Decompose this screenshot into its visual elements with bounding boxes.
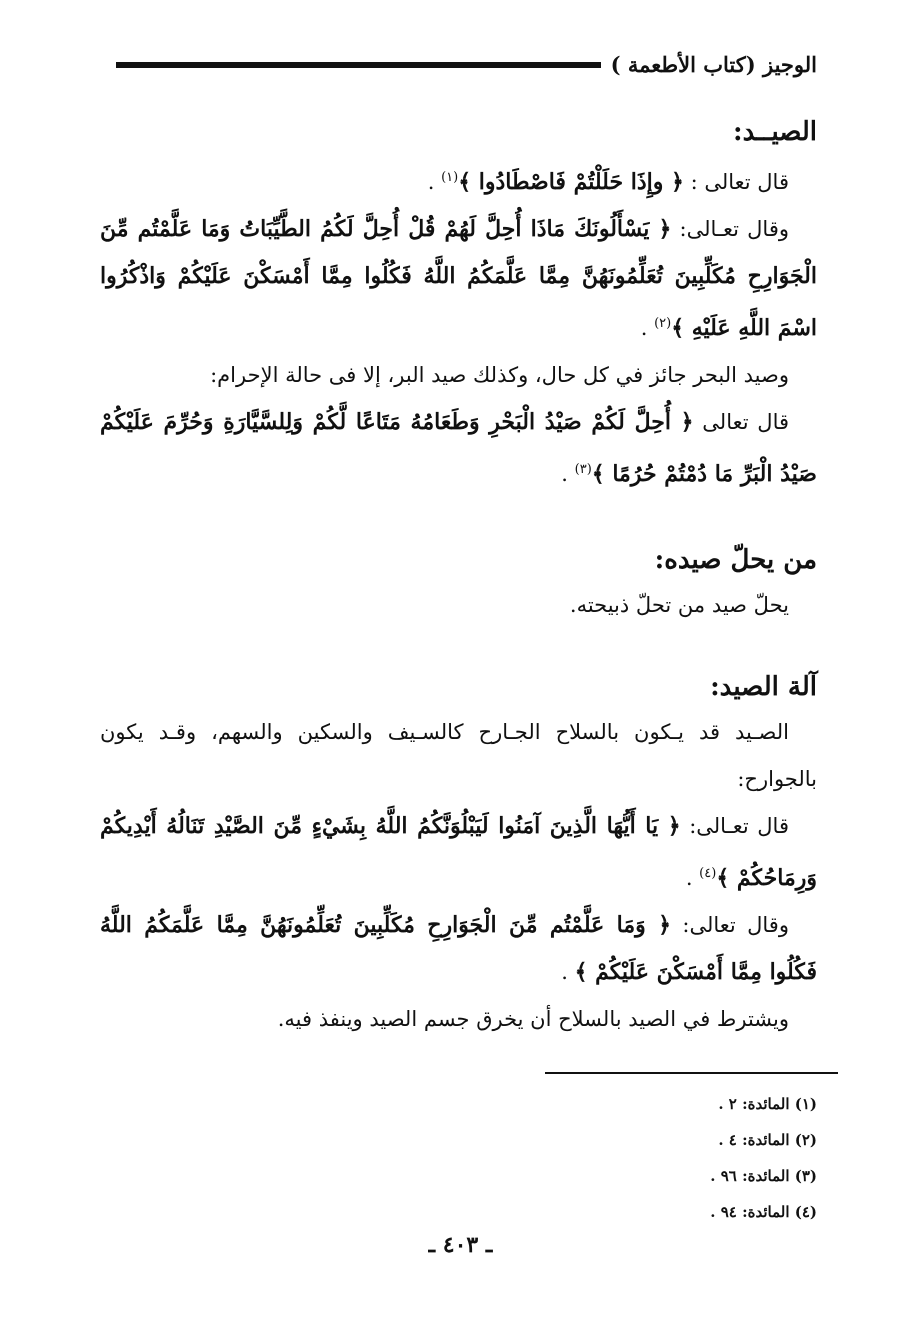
footnote: (٢) المائدة: ٤ . [718,1131,817,1149]
quran-verse: ﴿ يَسْأَلُونَكَ مَاذَا أُحِلَّ لَهُمْ قُلْ أُحِلَّ لَكُمُ الطَّيِّبَاتُ وَمَا عَلَّمْتُم مِّنَ الْجَوَارِحِ مُكَلِّبِينَ تُعَلِّمُونَهُنَّ مِمَّا عَلَّمَكُمُ اللَّهُ فَكُلُوا مِمَّا أَمْسَكْنَ عَلَيْكُمْ وَاذْكُرُوا اسْمَ اللَّهِ عَلَيْهِ ﴾ [100,216,817,341]
section-heading-hunting-tools: آلة الصيد: [710,672,817,702]
paragraph [100,709,817,803]
section-heading-hunting: الصيــد: [732,117,817,147]
footnote-ref: (١) [441,170,459,185]
paragraph-intro: ويشترط في الصيد بالسلاح أن يخرق جسم الصيد وينفذ فيه. [277,1007,789,1031]
footnote-ref: (٢) [654,316,672,331]
paragraph-tail: . [561,960,575,984]
running-header [116,52,817,77]
paragraph-intro: قال تعـالى: [680,814,789,838]
paragraph-tail: . [640,316,655,340]
paragraph-tail: . [561,462,575,486]
paragraph-intro: وقال تعالى: [671,913,789,937]
paragraph [100,902,817,996]
footnote-ref: (٤) [699,866,717,881]
quran-verse: ﴿ أُحِلَّ لَكُمْ صَيْدُ الْبَحْرِ وَطَعَامُهُ مَتَاعًا لَّكُمْ وَلِلسَّيَّارَةِ وَحُرِّمَ عَلَيْكُمْ صَيْدُ الْبَرِّ مَا دُمْتُمْ حُرُمًا ﴾ [100,409,817,487]
quran-verse: ﴿ يَا أَيُّهَا الَّذِينَ آمَنُوا لَيَبْلُوَنَّكُمُ اللَّهُ بِشَيْءٍ مِّنَ الصَّيْدِ تَنَالُهُ أَيْدِيكُمْ وَرِمَاحُكُمْ ﴾ [100,813,817,891]
paragraph-intro: قال تعالى [693,410,790,434]
paragraph [100,206,817,352]
paragraph-tail: . [427,170,442,194]
paragraph-intro: وصيد البحر جائز في كل حال، وكذلك صيد البر، إلا فى حالة الإحرام: [210,363,789,387]
footnote: (٤) المائدة: ٩٤ . [710,1203,817,1221]
paragraph [100,582,817,629]
paragraph-intro: الصـيد قد يـكون بالسلاح الجـارح كالسـيف والسكين والسهم، وقـد يكون بالجوارح: [100,720,817,791]
footnote-separator [545,1072,838,1074]
paragraph-intro: يحلّ صيد من تحلّ ذبيحته. [569,593,789,617]
paragraph-intro: وقال تعـالى: [671,217,789,241]
paragraph [100,154,817,206]
footnote: (١) المائدة: ٢ . [718,1095,817,1113]
main-text [100,110,817,1043]
header-rule [116,62,601,68]
paragraph [100,352,817,399]
paragraph-tail: . [685,866,700,890]
quran-verse: ﴿ وَمَا عَلَّمْتُم مِّنَ الْجَوَارِحِ مُكَلِّبِينَ تُعَلِّمُونَهُنَّ مِمَّا عَلَّمَكُمُ اللَّهُ فَكُلُوا مِمَّا أَمْسَكْنَ عَلَيْكُمْ ﴾ [100,912,817,985]
footnote: (٣) المائدة: ٩٦ . [710,1167,817,1185]
paragraph [100,399,817,498]
header-title: الوجيز (كتاب الأطعمة ) [610,52,817,77]
section-gap [100,498,817,538]
quran-verse: ﴿ وإِذَا حَلَلْتُمْ فَاصْطَادُوا ﴾ [458,169,684,195]
paragraph [100,803,817,902]
footnote-ref: (٣) [574,462,592,477]
page-number: ـ ٤٠٣ ـ [428,1232,493,1258]
paragraph-intro: قال تعالى : [683,170,789,194]
paragraph [100,996,817,1043]
section-gap [100,629,817,665]
footnotes [517,1086,817,1230]
section-heading-who-may-hunt: من يحلّ صيده: [654,545,817,575]
